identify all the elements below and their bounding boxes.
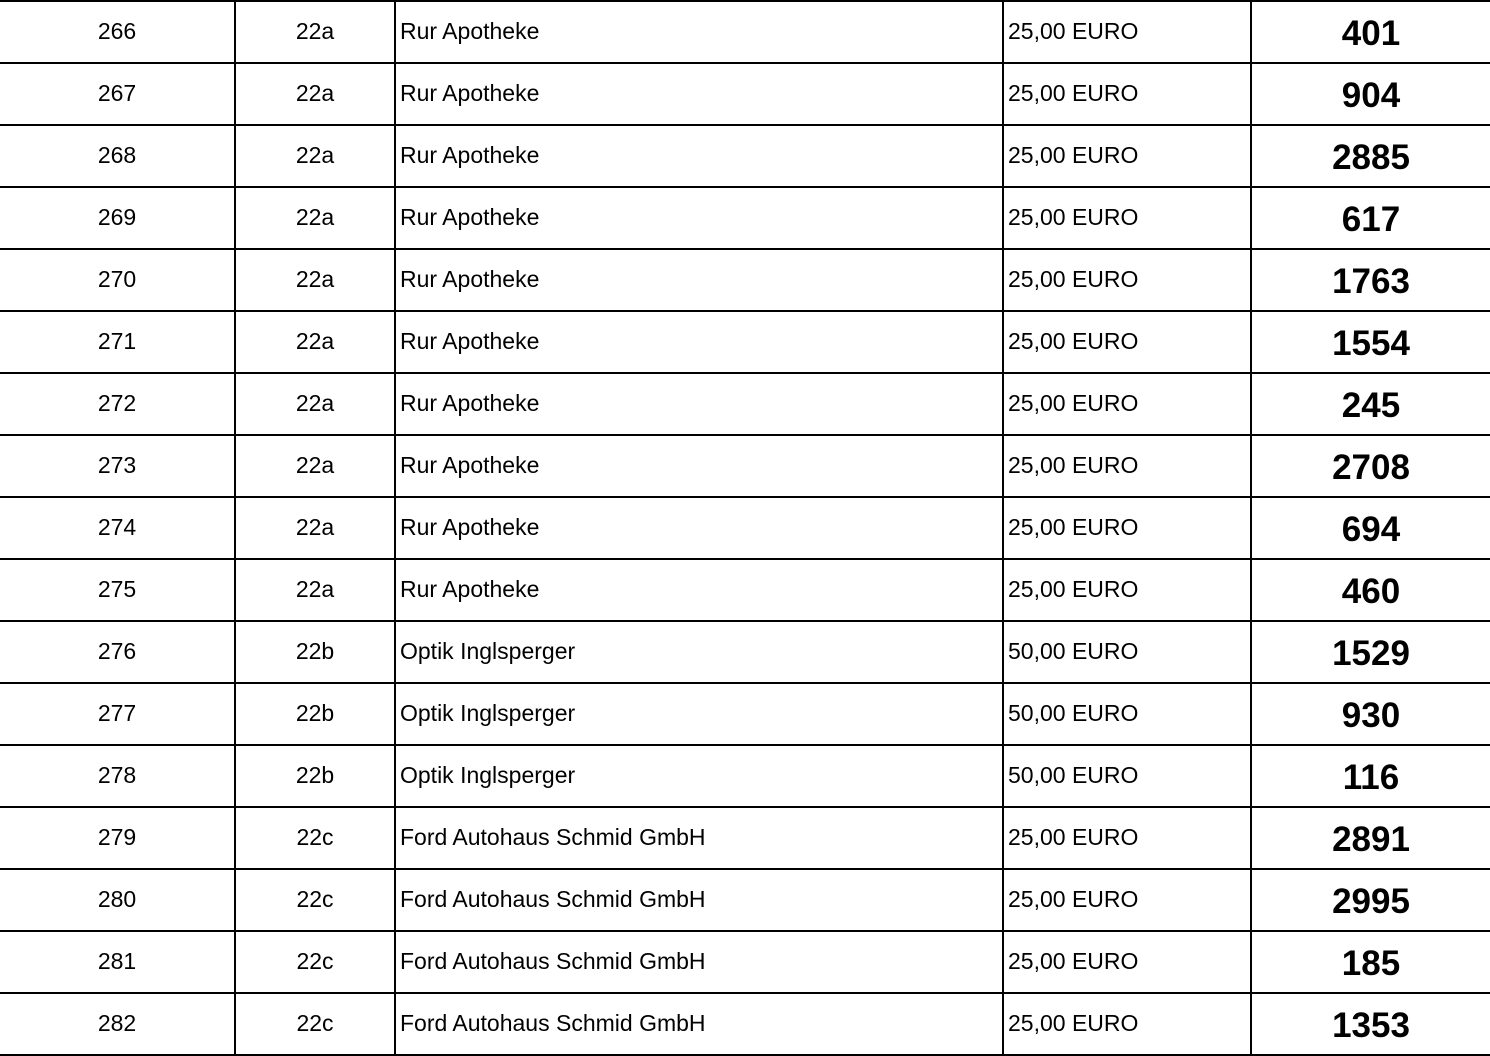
prize-value-cell: 25,00 EURO: [1003, 559, 1251, 621]
table-row: [0, 1, 1490, 63]
sponsor-name-cell: Rur Apotheke: [395, 435, 1003, 497]
group-code-cell: 22b: [235, 621, 395, 683]
group-code-cell: 22a: [235, 63, 395, 125]
sponsor-name-cell: Ford Autohaus Schmid GmbH: [395, 807, 1003, 869]
prize-value-cell: 25,00 EURO: [1003, 435, 1251, 497]
ticket-number-cell: 1353: [1251, 993, 1490, 1055]
prize-number-cell: 274: [0, 497, 235, 559]
prize-value-cell: 25,00 EURO: [1003, 1, 1251, 63]
prize-value-cell: 25,00 EURO: [1003, 249, 1251, 311]
group-code-cell: 22a: [235, 187, 395, 249]
prize-number-cell: 269: [0, 187, 235, 249]
group-code-cell: 22b: [235, 745, 395, 807]
prize-number-cell: 275: [0, 559, 235, 621]
ticket-number-cell: 904: [1251, 63, 1490, 125]
ticket-number-cell: 245: [1251, 373, 1490, 435]
prize-number-cell: 280: [0, 869, 235, 931]
prize-number-cell: 266: [0, 1, 235, 63]
group-code-cell: 22a: [235, 373, 395, 435]
prize-number-cell: 276: [0, 621, 235, 683]
ticket-number-cell: 185: [1251, 931, 1490, 993]
prize-value-cell: 50,00 EURO: [1003, 745, 1251, 807]
prize-value-cell: 25,00 EURO: [1003, 869, 1251, 931]
prize-value-cell: 25,00 EURO: [1003, 373, 1251, 435]
table-row: [0, 435, 1490, 497]
sponsor-name-cell: Rur Apotheke: [395, 559, 1003, 621]
table-row: [0, 125, 1490, 187]
ticket-number-cell: 694: [1251, 497, 1490, 559]
table-row: [0, 931, 1490, 993]
group-code-cell: 22b: [235, 683, 395, 745]
table-row: [0, 311, 1490, 373]
ticket-number-cell: 2891: [1251, 807, 1490, 869]
prize-table-body: [0, 1, 1490, 1055]
table-row: [0, 869, 1490, 931]
group-code-cell: 22a: [235, 497, 395, 559]
sponsor-name-cell: Rur Apotheke: [395, 187, 1003, 249]
group-code-cell: 22a: [235, 125, 395, 187]
sponsor-name-cell: Rur Apotheke: [395, 63, 1003, 125]
sponsor-name-cell: Rur Apotheke: [395, 1, 1003, 63]
table-row: [0, 63, 1490, 125]
sponsor-name-cell: Ford Autohaus Schmid GmbH: [395, 993, 1003, 1055]
prize-number-cell: 278: [0, 745, 235, 807]
table-row: [0, 745, 1490, 807]
ticket-number-cell: 401: [1251, 1, 1490, 63]
sponsor-name-cell: Ford Autohaus Schmid GmbH: [395, 931, 1003, 993]
prize-value-cell: 25,00 EURO: [1003, 63, 1251, 125]
sponsor-name-cell: Rur Apotheke: [395, 249, 1003, 311]
group-code-cell: 22a: [235, 1, 395, 63]
sponsor-name-cell: Optik Inglsperger: [395, 621, 1003, 683]
prize-value-cell: 25,00 EURO: [1003, 931, 1251, 993]
group-code-cell: 22a: [235, 311, 395, 373]
prize-value-cell: 25,00 EURO: [1003, 497, 1251, 559]
prize-number-cell: 281: [0, 931, 235, 993]
ticket-number-cell: 930: [1251, 683, 1490, 745]
sponsor-name-cell: Ford Autohaus Schmid GmbH: [395, 869, 1003, 931]
prize-number-cell: 277: [0, 683, 235, 745]
group-code-cell: 22a: [235, 249, 395, 311]
table-row: [0, 497, 1490, 559]
ticket-number-cell: 617: [1251, 187, 1490, 249]
prize-value-cell: 25,00 EURO: [1003, 807, 1251, 869]
table-row: [0, 807, 1490, 869]
prize-value-cell: 50,00 EURO: [1003, 621, 1251, 683]
ticket-number-cell: 116: [1251, 745, 1490, 807]
prize-number-cell: 268: [0, 125, 235, 187]
sponsor-name-cell: Rur Apotheke: [395, 311, 1003, 373]
prize-value-cell: 25,00 EURO: [1003, 125, 1251, 187]
ticket-number-cell: 2708: [1251, 435, 1490, 497]
group-code-cell: 22c: [235, 993, 395, 1055]
prize-number-cell: 279: [0, 807, 235, 869]
prize-value-cell: 50,00 EURO: [1003, 683, 1251, 745]
ticket-number-cell: 1529: [1251, 621, 1490, 683]
sponsor-name-cell: Optik Inglsperger: [395, 683, 1003, 745]
group-code-cell: 22c: [235, 931, 395, 993]
table-row: [0, 559, 1490, 621]
ticket-number-cell: 1554: [1251, 311, 1490, 373]
sponsor-name-cell: Rur Apotheke: [395, 373, 1003, 435]
ticket-number-cell: 460: [1251, 559, 1490, 621]
group-code-cell: 22c: [235, 869, 395, 931]
prize-number-cell: 271: [0, 311, 235, 373]
table-row: [0, 993, 1490, 1055]
prize-number-cell: 282: [0, 993, 235, 1055]
ticket-number-cell: 1763: [1251, 249, 1490, 311]
table-row: [0, 373, 1490, 435]
prize-value-cell: 25,00 EURO: [1003, 993, 1251, 1055]
table-row: [0, 187, 1490, 249]
prize-number-cell: 267: [0, 63, 235, 125]
sponsor-name-cell: Rur Apotheke: [395, 497, 1003, 559]
prize-value-cell: 25,00 EURO: [1003, 311, 1251, 373]
group-code-cell: 22c: [235, 807, 395, 869]
prize-number-cell: 270: [0, 249, 235, 311]
table-row: [0, 249, 1490, 311]
ticket-number-cell: 2885: [1251, 125, 1490, 187]
prize-value-cell: 25,00 EURO: [1003, 187, 1251, 249]
table-row: [0, 683, 1490, 745]
group-code-cell: 22a: [235, 559, 395, 621]
sponsor-name-cell: Rur Apotheke: [395, 125, 1003, 187]
table-row: [0, 621, 1490, 683]
prize-number-cell: 273: [0, 435, 235, 497]
group-code-cell: 22a: [235, 435, 395, 497]
sponsor-name-cell: Optik Inglsperger: [395, 745, 1003, 807]
prize-number-cell: 272: [0, 373, 235, 435]
ticket-number-cell: 2995: [1251, 869, 1490, 931]
